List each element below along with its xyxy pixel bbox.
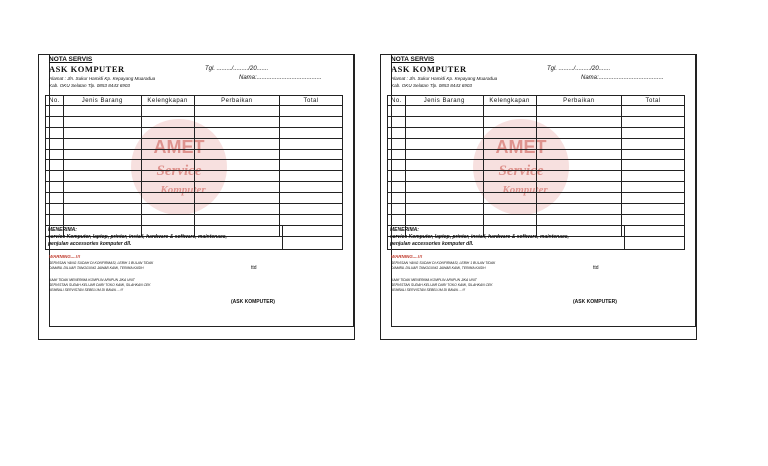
table-row	[46, 106, 343, 117]
table-cell	[46, 193, 64, 204]
table-cell	[63, 204, 141, 215]
signature-label: ttd	[251, 265, 257, 271]
table-cell	[388, 182, 406, 193]
table-cell	[405, 116, 483, 127]
table-cell	[141, 127, 194, 138]
table-row	[46, 138, 343, 149]
table-cell	[46, 116, 64, 127]
table-cell	[622, 171, 685, 182]
table-cell	[63, 149, 141, 160]
note-title: NOTA SERVIS	[49, 56, 93, 63]
table-cell	[194, 204, 280, 215]
table-cell	[46, 127, 64, 138]
table-cell	[280, 116, 343, 127]
table-cell	[194, 214, 280, 225]
table-cell	[280, 149, 343, 160]
notes-label: MENERIMA:	[48, 227, 77, 233]
table-cell	[46, 138, 64, 149]
table-row	[46, 182, 343, 193]
table-cell	[536, 204, 622, 215]
table-cell	[46, 182, 64, 193]
table-cell	[46, 160, 64, 171]
table-cell	[536, 193, 622, 204]
table-cell	[388, 160, 406, 171]
table-cell	[405, 106, 483, 117]
col-item: Jenis Barang	[63, 96, 141, 106]
svg-text:Service: Service	[498, 163, 544, 179]
table-cell	[536, 171, 622, 182]
table-cell	[536, 138, 622, 149]
table-cell	[141, 116, 194, 127]
table-row	[388, 160, 685, 171]
shop-phone: Kab. OKU Selatan Tlp. 0853 8443 6903	[391, 83, 472, 88]
date-field: Tgl. ........./........./20.......	[205, 66, 269, 72]
notes-line: service Komputer, laptop, printer, install, hardware & software, maintenace,	[48, 234, 227, 240]
table-cell	[388, 214, 406, 225]
table-cell	[141, 160, 194, 171]
table-cell	[622, 127, 685, 138]
table-cell	[63, 160, 141, 171]
col-completeness: Kelengkapan	[141, 96, 194, 106]
table-row	[388, 106, 685, 117]
svg-text:AMET: AMET	[153, 137, 205, 157]
warning-line: KEMBALI SERVISTAN SEBELUM DI BAWA ....!!!	[391, 288, 466, 292]
table-cell	[622, 149, 685, 160]
shop-name: ASK KOMPUTER	[391, 64, 467, 74]
table-cell	[483, 138, 536, 149]
table-cell	[280, 171, 343, 182]
table-cell	[622, 193, 685, 204]
date-field: Tgl. ........./........./20.......	[547, 66, 611, 72]
table-cell	[141, 171, 194, 182]
table-cell	[483, 160, 536, 171]
svg-text:Komputer: Komputer	[160, 184, 206, 196]
table-cell	[280, 193, 343, 204]
table-cell	[388, 193, 406, 204]
table-cell	[194, 160, 280, 171]
table-cell	[483, 204, 536, 215]
table-cell	[141, 204, 194, 215]
table-row	[46, 149, 343, 160]
table-row	[46, 116, 343, 127]
table-cell	[483, 127, 536, 138]
table-cell	[622, 116, 685, 127]
table-cell	[63, 182, 141, 193]
table-cell	[46, 214, 64, 225]
svg-text:Komputer: Komputer	[502, 184, 548, 196]
table-cell	[141, 138, 194, 149]
table-cell	[194, 138, 280, 149]
service-note-left	[38, 54, 355, 340]
table-row	[388, 127, 685, 138]
table-cell	[405, 149, 483, 160]
table-row	[46, 204, 343, 215]
table-cell	[483, 106, 536, 117]
table-cell	[46, 149, 64, 160]
items-table	[45, 95, 343, 237]
shop-address: Alamat : Jln. Sukur Hamidi Kp. Kepayang Muaradua	[49, 76, 156, 81]
table-cell	[483, 214, 536, 225]
table-cell	[194, 182, 280, 193]
svg-text:AMET: AMET	[495, 137, 547, 157]
table-cell	[141, 193, 194, 204]
table-cell	[280, 138, 343, 149]
col-no: No.	[46, 96, 64, 106]
table-cell	[483, 182, 536, 193]
table-row	[388, 182, 685, 193]
table-cell	[536, 214, 622, 225]
table-cell	[405, 160, 483, 171]
table-cell	[141, 106, 194, 117]
table-cell	[388, 116, 406, 127]
table-cell	[405, 138, 483, 149]
table-cell	[388, 171, 406, 182]
table-cell	[388, 138, 406, 149]
table-cell	[194, 106, 280, 117]
table-cell	[63, 138, 141, 149]
table-cell	[141, 149, 194, 160]
notes-line: penjulan accessories komputer dll.	[390, 241, 474, 247]
table-cell	[405, 204, 483, 215]
col-repair: Perbaikan	[194, 96, 280, 106]
col-total: Total	[622, 96, 685, 106]
table-cell	[63, 127, 141, 138]
table-row	[388, 204, 685, 215]
table-cell	[63, 171, 141, 182]
warning-line: SERVISTAN SUDAH KELUAR DARI TOKO KAMI, SILAHKAN CEK	[391, 283, 493, 287]
table-row	[388, 138, 685, 149]
col-completeness: Kelengkapan	[483, 96, 536, 106]
table-cell	[483, 193, 536, 204]
table-row	[46, 160, 343, 171]
col-item: Jenis Barang	[405, 96, 483, 106]
warning-title: WARNING....!!!	[49, 254, 81, 259]
table-cell	[622, 182, 685, 193]
table-row	[388, 171, 685, 182]
table-cell	[46, 106, 64, 117]
shop-name: ASK KOMPUTER	[49, 64, 125, 74]
warning-title: WARNING....!!!	[391, 254, 423, 259]
table-cell	[194, 116, 280, 127]
col-total: Total	[280, 96, 343, 106]
table-cell	[280, 127, 343, 138]
table-cell	[280, 106, 343, 117]
table-cell	[405, 193, 483, 204]
table-cell	[280, 160, 343, 171]
table-cell	[622, 160, 685, 171]
table-cell	[483, 116, 536, 127]
table-cell	[46, 171, 64, 182]
table-cell	[622, 138, 685, 149]
shop-address: Alamat : Jln. Sukur Hamidi Kp. Kepayang Muaradua	[391, 76, 498, 81]
notes-line: penjulan accessories komputer dll.	[48, 241, 132, 247]
table-cell	[280, 182, 343, 193]
table-cell	[141, 182, 194, 193]
table-cell	[63, 214, 141, 225]
table-cell	[63, 193, 141, 204]
table-cell	[405, 127, 483, 138]
warning-line: SERVISTAN SUDAH KELUAR DARI TOKO KAMI, SILAHKAN CEK	[49, 283, 151, 287]
table-cell	[536, 106, 622, 117]
table-cell	[63, 116, 141, 127]
table-cell	[536, 116, 622, 127]
signature-name: (ASK KOMPUTER)	[231, 299, 275, 305]
table-cell	[194, 149, 280, 160]
table-cell	[622, 204, 685, 215]
table-cell	[388, 127, 406, 138]
table-cell	[483, 149, 536, 160]
table-row	[46, 171, 343, 182]
notes-box	[387, 225, 685, 250]
warning-line: SERVISAN YANG SUDAH DI KONFIRMASI, LEBIH 1 BULAN TIDAK	[49, 261, 154, 265]
table-cell	[483, 171, 536, 182]
table-cell	[194, 127, 280, 138]
table-cell	[280, 214, 343, 225]
table-cell	[536, 149, 622, 160]
table-cell	[536, 160, 622, 171]
table-row	[388, 193, 685, 204]
table-cell	[405, 182, 483, 193]
table-cell	[405, 171, 483, 182]
table-cell	[194, 193, 280, 204]
svg-text:Service: Service	[156, 163, 202, 179]
table-cell	[194, 171, 280, 182]
warning-line: DIAMBIL DILUAR TANGGUNG JAWAB KAMI, TERIMA KASIH	[391, 266, 486, 270]
warning-line: SERVISAN YANG SUDAH DI KONFIRMASI, LEBIH 1 BULAN TIDAK	[391, 261, 496, 265]
signature-label: ttd	[593, 265, 599, 271]
notes-line: service Komputer, laptop, printer, install, hardware & software, maintenace,	[390, 234, 569, 240]
table-row	[46, 127, 343, 138]
table-row	[388, 214, 685, 225]
name-field: Nama:.......................................	[239, 75, 322, 81]
note-title: NOTA SERVIS	[391, 56, 435, 63]
table-cell	[388, 106, 406, 117]
table-cell	[46, 204, 64, 215]
table-cell	[388, 149, 406, 160]
table-cell	[405, 214, 483, 225]
col-repair: Perbaikan	[536, 96, 622, 106]
table-cell	[622, 214, 685, 225]
warning-line: KAMI TIDAK MENERIMA KOMPLIN APAPUN JIKA UNIT	[49, 278, 135, 282]
signature-name: (ASK KOMPUTER)	[573, 299, 617, 305]
table-cell	[536, 127, 622, 138]
table-cell	[388, 204, 406, 215]
table-row	[388, 149, 685, 160]
notes-label: MENERIMA:	[390, 227, 419, 233]
name-field: Nama:.......................................	[581, 75, 664, 81]
table-cell	[141, 214, 194, 225]
table-row	[46, 193, 343, 204]
col-no: No.	[388, 96, 406, 106]
warning-line: KEMBALI SERVISTAN SEBELUM DI BAWA ....!!!	[49, 288, 124, 292]
shop-phone: Kab. OKU Selatan Tlp. 0853 8443 6903	[49, 83, 130, 88]
table-row	[388, 116, 685, 127]
table-cell	[280, 204, 343, 215]
service-note-right	[380, 54, 697, 340]
warning-line: KAMI TIDAK MENERIMA KOMPLIN APAPUN JIKA UNIT	[391, 278, 477, 282]
warning-line: DIAMBIL DILUAR TANGGUNG JAWAB KAMI, TERIMA KASIH	[49, 266, 144, 270]
table-cell	[63, 106, 141, 117]
notes-box	[45, 225, 343, 250]
items-table	[387, 95, 685, 237]
table-cell	[536, 182, 622, 193]
table-row	[46, 214, 343, 225]
table-cell	[622, 106, 685, 117]
